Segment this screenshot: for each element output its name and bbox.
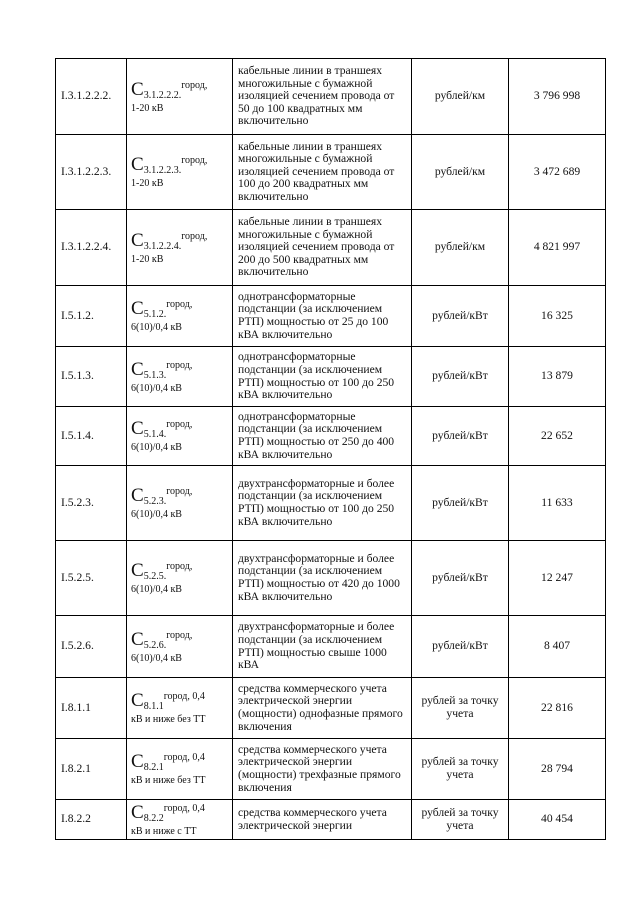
row-code-cell: I.3.1.2.2.3. [56, 135, 127, 210]
row-code-cell: I.8.2.2 [56, 800, 127, 840]
row-value-cell: 22 816 [509, 678, 606, 739]
row-description-cell: двухтрансформаторные и более подстанции (за исключением РТП) мощностью свыше 1000 кВА [233, 616, 412, 678]
formula-voltage: 6(10)/0,4 кВ [131, 584, 182, 595]
formula-subscript: 5.1.3. [143, 369, 167, 381]
formula-letter: C [131, 418, 144, 439]
table-row [56, 800, 606, 840]
formula-subscript: 5.1.2. [143, 309, 167, 320]
table-row [56, 466, 606, 541]
row-description-cell: кабельные линии в траншеях многожильные с бумажной изоляцией сечением провода от 100 до 200 квадратных мм включительно [233, 135, 412, 210]
rate-formula-symbol [131, 752, 229, 775]
formula-subscript: 5.1.4. [143, 429, 167, 440]
formula-superscript: город, 0,4 [163, 691, 205, 702]
formula-letter: C [131, 560, 144, 581]
row-unit-cell: рублей за точку учета [412, 800, 509, 840]
formula-letter: C [131, 229, 144, 251]
row-unit-cell: рублей/кВт [412, 616, 509, 678]
formula-voltage: кВ и ниже без ТТ [131, 775, 206, 786]
row-value-cell: 3 472 689 [509, 135, 606, 210]
rate-formula-symbol [131, 630, 229, 653]
formula-voltage: 6(10)/0,4 кВ [131, 442, 182, 453]
formula-subscript: 5.2.3. [143, 496, 167, 507]
formula-superscript: город, [166, 629, 193, 641]
row-description-cell: однотрансформаторные подстанции (за исключением РТП) мощностью от 100 до 250 кВА включительно [233, 347, 412, 407]
row-unit-cell: рублей/км [412, 59, 509, 135]
formula-subscript: 8.2.1 [143, 762, 164, 773]
row-code-cell: I.3.1.2.2.4. [56, 210, 127, 286]
formula-superscript: город, [166, 561, 193, 572]
formula-letter: C [131, 751, 144, 772]
row-description-cell: кабельные линии в траншеях многожильные с бумажной изоляцией сечением провода от 50 до 100 квадратных мм включительно [233, 59, 412, 135]
formula-voltage: кВ и ниже с ТТ [131, 825, 197, 837]
formula-subscript: 3.1.2.2.2. [143, 89, 182, 101]
row-description-cell: однотрансформаторные подстанции (за исключением РТП) мощностью от 25 до 100 кВА включительно [233, 286, 412, 347]
rate-formula-cell [127, 466, 233, 541]
rate-formula-symbol [131, 803, 229, 826]
row-value-cell: 22 652 [509, 407, 606, 466]
row-value-cell: 12 247 [509, 541, 606, 616]
row-value-cell: 40 454 [509, 800, 606, 840]
formula-letter: C [131, 78, 144, 100]
formula-voltage: 1-20 кВ [131, 253, 164, 265]
rate-formula-cell [127, 616, 233, 678]
formula-letter: C [131, 154, 144, 175]
row-unit-cell: рублей за точку учета [412, 739, 509, 800]
formula-superscript: город, [166, 299, 193, 310]
row-code-cell: I.3.1.2.2.2. [56, 59, 127, 135]
row-value-cell: 11 633 [509, 466, 606, 541]
row-code-cell: I.8.2.1 [56, 739, 127, 800]
formula-voltage: 6(10)/0,4 кВ [131, 382, 182, 394]
row-unit-cell: рублей/кВт [412, 466, 509, 541]
row-value-cell: 16 325 [509, 286, 606, 347]
formula-voltage: 6(10)/0,4 кВ [131, 322, 182, 333]
row-description-cell: кабельные линии в траншеях многожильные с бумажной изоляцией сечением провода от 200 до 500 квадратных мм включительно [233, 210, 412, 286]
row-description-cell: средства коммерческого учета электрической энергии (мощности) трехфазные прямого включения [233, 739, 412, 800]
rate-formula-cell [127, 678, 233, 739]
row-description-cell: средства коммерческого учета электрической энергии [233, 800, 412, 840]
rates-table-body [56, 59, 606, 840]
formula-subscript: 3.1.2.2.3. [143, 165, 182, 176]
table-row [56, 616, 606, 678]
formula-superscript: город, [166, 486, 193, 497]
formula-superscript: город, [166, 359, 193, 371]
rate-formula-cell [127, 407, 233, 466]
formula-letter: C [131, 358, 144, 380]
row-description-cell: однотрансформаторные подстанции (за исключением РТП) мощностью от 250 до 400 кВА включительно [233, 407, 412, 466]
formula-superscript: город, [166, 419, 193, 430]
table-row [56, 59, 606, 135]
rate-formula-cell [127, 347, 233, 407]
formula-superscript: город, [181, 155, 208, 166]
formula-letter: C [131, 628, 144, 650]
rate-formula-cell [127, 541, 233, 616]
formula-voltage: кВ и ниже без ТТ [131, 714, 206, 725]
row-value-cell: 28 794 [509, 739, 606, 800]
row-value-cell: 3 796 998 [509, 59, 606, 135]
row-code-cell: I.5.2.6. [56, 616, 127, 678]
row-unit-cell: рублей/кВт [412, 286, 509, 347]
rate-formula-symbol [131, 486, 229, 509]
row-unit-cell: рублей за точку учета [412, 678, 509, 739]
row-value-cell: 8 407 [509, 616, 606, 678]
table-row [56, 678, 606, 739]
row-description-cell: средства коммерческого учета электрической энергии (мощности) однофазные прямого включения [233, 678, 412, 739]
rate-formula-cell [127, 800, 233, 840]
row-code-cell: I.5.2.3. [56, 466, 127, 541]
formula-letter: C [131, 485, 144, 506]
formula-subscript: 8.1.1 [143, 701, 164, 712]
formula-superscript: город, [181, 79, 208, 91]
formula-letter: C [131, 690, 144, 711]
formula-voltage: 1-20 кВ [131, 178, 164, 189]
formula-superscript: город, [181, 230, 208, 242]
rate-formula-symbol [131, 299, 229, 322]
row-code-cell: I.5.2.5. [56, 541, 127, 616]
rate-formula-cell [127, 59, 233, 135]
rate-formula-cell [127, 739, 233, 800]
formula-superscript: город, 0,4 [163, 752, 205, 763]
rate-formula-symbol [131, 80, 229, 103]
row-unit-cell: рублей/км [412, 210, 509, 286]
row-unit-cell: рублей/кВт [412, 541, 509, 616]
row-unit-cell: рублей/кВт [412, 407, 509, 466]
table-row [56, 135, 606, 210]
formula-letter: C [131, 298, 144, 319]
rate-formula-symbol [131, 691, 229, 714]
rate-formula-symbol [131, 231, 229, 254]
rate-formula-symbol [131, 561, 229, 584]
rate-formula-cell [127, 210, 233, 286]
row-code-cell: I.5.1.2. [56, 286, 127, 347]
row-unit-cell: рублей/км [412, 135, 509, 210]
rate-formula-symbol [131, 360, 229, 383]
table-row [56, 210, 606, 286]
table-row [56, 347, 606, 407]
formula-subscript: 8.2.2 [143, 812, 164, 824]
rate-formula-cell [127, 135, 233, 210]
table-row [56, 286, 606, 347]
row-description-cell: двухтрансформаторные и более подстанции (за исключением РТП) мощностью от 420 до 1000 кВА включительно [233, 541, 412, 616]
formula-voltage: 1-20 кВ [131, 102, 164, 114]
row-code-cell: I.5.1.4. [56, 407, 127, 466]
formula-subscript: 5.2.5. [143, 571, 167, 582]
rate-formula-symbol [131, 419, 229, 442]
formula-voltage: 6(10)/0,4 кВ [131, 652, 182, 664]
row-description-cell: двухтрансформаторные и более подстанции (за исключением РТП) мощностью от 100 до 250 кВА включительно [233, 466, 412, 541]
formula-voltage: 6(10)/0,4 кВ [131, 509, 182, 520]
formula-subscript: 3.1.2.2.4. [143, 240, 182, 252]
rate-formula-cell [127, 286, 233, 347]
row-code-cell: I.5.1.3. [56, 347, 127, 407]
formula-letter: C [131, 801, 144, 823]
row-value-cell: 4 821 997 [509, 210, 606, 286]
table-row [56, 541, 606, 616]
rate-formula-symbol [131, 155, 229, 178]
row-value-cell: 13 879 [509, 347, 606, 407]
rates-table [55, 58, 606, 840]
formula-superscript: город, 0,4 [163, 802, 205, 814]
row-unit-cell: рублей/кВт [412, 347, 509, 407]
table-row [56, 739, 606, 800]
formula-subscript: 5.2.6. [143, 639, 167, 651]
table-row [56, 407, 606, 466]
row-code-cell: I.8.1.1 [56, 678, 127, 739]
